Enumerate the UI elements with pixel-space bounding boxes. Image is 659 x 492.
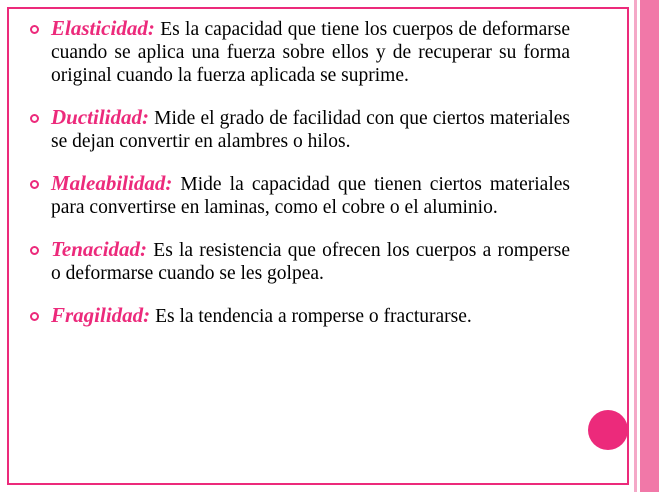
- term-label: Fragilidad:: [51, 303, 151, 327]
- list-item: [30, 16, 570, 87]
- definition-text: Es la capacidad que tiene los cuerpos de deformarse cuando se aplica una fuerza sobre ellos y de recuperar su forma original cuando la fuerza aplicada se suprime.: [51, 19, 570, 86]
- term-label: Tenacidad:: [51, 237, 148, 261]
- term-label: Maleabilidad:: [51, 171, 173, 195]
- bullet-circle-icon: [30, 312, 39, 321]
- frame-top-line: [7, 7, 627, 9]
- bullet-circle-icon: [30, 25, 39, 34]
- decorative-circle: [588, 410, 628, 450]
- list-item-text: [51, 303, 570, 328]
- definition-text: Es la tendencia a romperse o fracturarse.: [155, 306, 472, 327]
- sidebar-accent-thin: [634, 0, 637, 492]
- frame-right-line: [627, 7, 629, 485]
- term-label: Elasticidad:: [51, 16, 155, 40]
- frame-bottom-line: [7, 483, 627, 485]
- list-item: [30, 171, 570, 219]
- list-item-text: [51, 171, 570, 219]
- bullet-circle-icon: [30, 114, 39, 123]
- sidebar-accent-wide: [640, 0, 659, 492]
- bullet-circle-icon: [30, 180, 39, 189]
- term-label: Ductilidad:: [51, 105, 149, 129]
- bullet-list: [30, 16, 570, 346]
- definition-text: Mide el grado de facilidad con que ciertos materiales se dejan convertir en alambres o hilos.: [51, 108, 570, 152]
- definition-text: Mide la capacidad que tienen ciertos materiales para convertirse en laminas, como el cobre o el aluminio.: [51, 174, 570, 218]
- bullet-circle-icon: [30, 246, 39, 255]
- list-item: [30, 303, 570, 328]
- definition-text: Es la resistencia que ofrecen los cuerpos a romperse o deformarse cuando se les golpea.: [51, 240, 571, 284]
- list-item-text: [51, 16, 570, 87]
- list-item-text: [51, 237, 570, 285]
- list-item: [30, 105, 570, 153]
- frame-left-line: [7, 7, 9, 485]
- list-item-text: [51, 105, 570, 153]
- list-item: [30, 237, 570, 285]
